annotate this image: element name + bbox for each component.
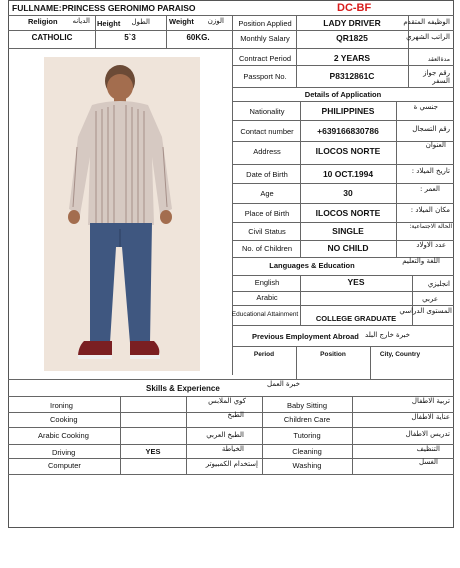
arabic-label: Arabic <box>256 293 278 302</box>
english-value: YES <box>347 277 365 287</box>
contract-label: Contract Period <box>238 54 292 63</box>
height-ar: الطول <box>131 18 150 26</box>
skill-tutoring: Tutoring <box>293 431 321 440</box>
skill-baby-sitting: Baby Sitting <box>286 401 328 410</box>
civil-label: Civil Status <box>248 227 286 236</box>
salary-value: QR1825 <box>336 33 368 43</box>
pob-value: ILOCOS NORTE <box>315 208 381 218</box>
address-ar: العنوان <box>425 141 446 149</box>
passport-label: Passport No. <box>243 72 287 81</box>
nationality-ar: جنسي ة <box>413 103 438 111</box>
skill-baby-sitting-ar: تربية الاطفال <box>411 397 450 405</box>
age-label: Age <box>260 189 274 198</box>
skill-children-care-ar: عناية الاطفال <box>411 413 450 421</box>
passport-value: P8312861C <box>329 71 375 81</box>
skill-computer-ar: إستخدام الكمبيوتر <box>205 460 258 468</box>
weight-value: 60KG. <box>186 33 210 42</box>
civil-value: SINGLE <box>332 226 364 236</box>
salary-ar: الراتب الشهري <box>406 33 450 41</box>
skill-arabic-cooking-ar: الطبخ العربي <box>206 431 244 439</box>
weight-ar: الوزن <box>207 17 224 25</box>
arabic-ar: عربي <box>422 295 438 303</box>
pob-ar: مكان الميلاد : <box>410 206 450 214</box>
position-ar: الوظيفه المتقدم <box>403 18 450 26</box>
skill-arabic-cooking: Arabic Cooking <box>38 431 89 440</box>
skill-washing-ar: الغسل <box>418 458 438 466</box>
position-label: Position Applied <box>238 19 292 28</box>
col-city: City, Country <box>379 351 421 358</box>
religion-value: CATHOLIC <box>31 33 73 42</box>
age-value: 30 <box>343 188 353 198</box>
languages-title-ar: اللغة والتعليم <box>402 257 440 265</box>
salary-label: Monthly Salary <box>240 34 290 43</box>
children-value: NO CHILD <box>327 243 369 253</box>
fullname-value: PRINCESS GERONIMO PARAISO <box>62 3 196 13</box>
contact-ar: رقم التسجال <box>412 125 450 133</box>
skill-cooking: Cooking <box>50 415 78 424</box>
skills-title: Skills & Experience <box>146 384 220 393</box>
nationality-label: Nationality <box>249 107 285 116</box>
dob-label: Date of Birth <box>246 170 288 179</box>
skill-ironing-ar: كوي الملابس <box>208 397 246 405</box>
english-label: English <box>254 278 280 287</box>
religion-ar: الديانه <box>72 17 90 25</box>
applicant-photo <box>44 57 200 371</box>
skill-computer: Computer <box>48 461 81 470</box>
fullname-label: FULLNAME: <box>12 3 62 13</box>
contract-value: 2 YEARS <box>333 53 371 63</box>
skill-tutoring-ar: تدريس الاطفال <box>405 430 450 438</box>
children-ar: عدد الاولاد <box>416 241 446 249</box>
contract-ar: مدةالعقد <box>427 56 450 63</box>
height-value: 5`3 <box>124 33 136 42</box>
details-title: Details of Application <box>304 90 382 99</box>
religion-label: Religion <box>28 17 58 26</box>
address-value: ILOCOS NORTE <box>315 146 381 156</box>
previous-title-ar: خبرة خارج البلد <box>365 331 410 339</box>
skill-ironing: Ironing <box>50 401 73 410</box>
skill-driving-value: YES <box>145 447 161 456</box>
skill-cooking-ar: الطبخ <box>227 411 244 419</box>
education-label: Educational Attainment <box>231 311 299 318</box>
contact-label: Contact number <box>240 127 294 136</box>
civil-ar: الحالة الاجتماعية: <box>409 223 452 230</box>
pob-label: Place of Birth <box>244 209 290 218</box>
skill-driving: Driving <box>52 448 76 457</box>
previous-title: Previous Employment Abroad <box>252 332 359 341</box>
address-label: Address <box>253 147 281 156</box>
contact-value: +639166830786 <box>317 126 379 136</box>
dob-ar: تاريخ الميلاد : <box>411 167 450 175</box>
weight-label: Weight <box>169 17 194 26</box>
height-label: Height <box>97 19 121 28</box>
skill-children-care: Children Care <box>283 415 331 424</box>
col-period: Period <box>253 351 275 358</box>
education-value: COLLEGE GRADUATE <box>315 314 397 323</box>
skill-cleaning: Cleaning <box>292 447 322 456</box>
skills-title-ar: خبرة العمل <box>267 380 300 388</box>
nationality-value: PHILIPPINES <box>321 106 375 116</box>
person-photo-icon <box>44 57 200 371</box>
children-label: No. of Children <box>241 244 293 253</box>
skill-driving-ar: الخياطة <box>221 445 244 453</box>
age-ar: العمر : <box>420 185 440 193</box>
col-position: Position <box>320 351 346 358</box>
skill-washing: Washing <box>292 461 322 470</box>
skill-cleaning-ar: التنظيف <box>416 445 440 453</box>
position-value: LADY DRIVER <box>323 18 381 28</box>
english-ar: انجليزي <box>427 280 450 288</box>
form-code: DC-BF <box>337 2 372 14</box>
languages-title: Languages & Education <box>269 261 355 270</box>
passport-ar: رقم جواز السفر <box>423 69 450 85</box>
education-ar: المستوى الدراسي <box>399 307 452 315</box>
dob-value: 10 OCT.1994 <box>322 169 374 179</box>
